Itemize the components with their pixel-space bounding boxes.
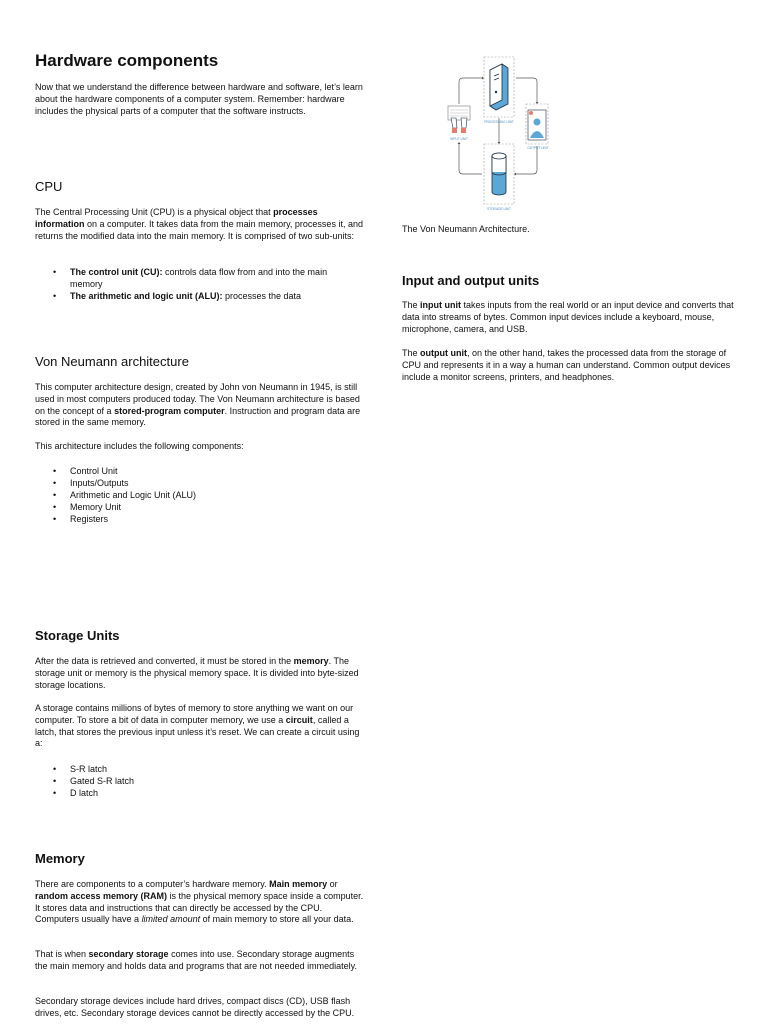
von-neumann-components-intro: This architecture includes the following components: bbox=[35, 441, 244, 451]
person-at-screen-icon bbox=[528, 110, 546, 140]
list-item-text: processes the data bbox=[222, 291, 302, 301]
arrow-processing-to-output bbox=[516, 78, 537, 102]
figure-caption: The Von Neumann Architecture. bbox=[402, 224, 530, 234]
cpu-paragraph bbox=[35, 207, 365, 242]
list-item: • Gated S-R latch bbox=[53, 775, 353, 787]
memory-text-e: That is when bbox=[35, 949, 89, 959]
io-text-d: , on the other hand, takes the processed data from the storage of CPU and represents it in a way a human can understand. Common output devices include a monitor screens, printers, and headphones. bbox=[402, 348, 731, 382]
memory-text-bold-c: secondary storage bbox=[88, 949, 169, 959]
list-item: • S-R latch bbox=[53, 763, 353, 775]
list-item: • Memory Unit bbox=[53, 501, 353, 513]
memory-text-d: of main memory to store all your data. bbox=[200, 914, 354, 925]
io-heading: Input and output units bbox=[402, 273, 540, 288]
memory-paragraph-3: Secondary storage devices include hard drives, compact discs (CD), USB flash drives, etc. Secondary storage devices cannot be directly accessed by the CPU. bbox=[35, 996, 355, 1018]
memory-heading: Memory bbox=[35, 851, 85, 866]
von-neumann-diagram-svg bbox=[442, 52, 554, 222]
memory-text-c: is the physical memory space inside a computer. It stores data and instructions that can directly be accessed by the CPU. Computers usually have a bbox=[35, 890, 364, 925]
list-item: • Inputs/Outputs bbox=[53, 477, 353, 489]
list-item: • Arithmetic and Logic Unit (ALU) bbox=[53, 489, 353, 501]
list-item-term: The arithmetic and logic unit (ALU): bbox=[70, 291, 223, 301]
vn-text-bold: stored-program computer bbox=[114, 405, 225, 416]
latch-list bbox=[53, 763, 353, 799]
storage-paragraph-1 bbox=[35, 656, 365, 691]
storage-cylinder-icon bbox=[492, 153, 506, 195]
list-item bbox=[53, 290, 353, 302]
io-text-a: The bbox=[402, 300, 421, 310]
storage-text-a: After the data is retrieved and converted, it must be stored in the bbox=[35, 656, 294, 666]
list-item-text: controls data flow from and into the main memory bbox=[70, 267, 328, 289]
storage-unit-label: STORAGE UNIT bbox=[487, 207, 511, 211]
arrow-storage-to-input bbox=[459, 144, 482, 174]
cpu-text-c: on a computer. It takes data from the main memory, processes it, and returns the modified data into the main memory. It is comprised of two sub-units: bbox=[35, 218, 363, 241]
memory-text-bold-a: Main memory bbox=[269, 879, 328, 889]
page-title: Hardware components bbox=[35, 51, 219, 70]
cpu-heading: CPU bbox=[35, 179, 63, 194]
storage-text-e: , called a latch, that stores the previous input unless it’s reset. We can create a circuit using a: bbox=[35, 714, 360, 749]
input-unit-paragraph bbox=[402, 300, 737, 335]
von-neumann-diagram bbox=[442, 52, 554, 222]
output-unit-label: OUTPUT UNIT bbox=[527, 146, 549, 150]
memory-text-a: There are components to a computer’s hardware memory. bbox=[35, 879, 270, 889]
storage-heading: Storage Units bbox=[35, 628, 120, 643]
von-neumann-paragraph bbox=[35, 382, 365, 429]
list-item: • Control Unit bbox=[53, 465, 353, 477]
arrow-output-to-storage bbox=[516, 146, 537, 174]
keyboard-hands-icon bbox=[448, 106, 470, 133]
memory-text-b: or bbox=[327, 879, 338, 889]
io-text-c: The bbox=[402, 348, 421, 358]
list-item: • D latch bbox=[53, 787, 353, 799]
intro-paragraph: Now that we understand the difference between hardware and software, let’s learn about the hardware components of a computer system. Remember: hardware includes the physical parts of a computer that the software instructs. bbox=[35, 82, 363, 116]
output-unit-paragraph bbox=[402, 348, 737, 383]
vn-text-a: This computer architecture design, created by John von Neumann in 1945, is still used in most computers produced today. The Von Neumann architecture is based on the concept of a bbox=[35, 382, 360, 416]
io-text-bold-b: output unit bbox=[420, 348, 467, 358]
memory-text-f: comes into use. Secondary storage augments the main memory and holds data and programs that are not needed immediately. bbox=[35, 949, 358, 971]
memory-paragraph-1 bbox=[35, 879, 365, 926]
io-text-b: takes inputs from the real world or an input device and converts that data into streams of bytes. Common input devices include a keyboard, mouse, microphone, camera, and USB. bbox=[402, 300, 734, 334]
computer-tower-icon bbox=[490, 64, 508, 110]
list-item bbox=[53, 266, 353, 290]
storage-text-d: A storage contains millions of bytes of memory to store anything we want on our computer. To store a bit of data in computer memory, we use a bbox=[35, 703, 354, 725]
von-neumann-components-list bbox=[53, 465, 353, 525]
list-item-term: The control unit (CU): bbox=[70, 267, 163, 277]
cpu-subunits-list bbox=[53, 266, 353, 302]
storage-text-bold: memory bbox=[293, 656, 329, 666]
memory-paragraph-2 bbox=[35, 949, 365, 973]
processing-unit-label: PROCESSING UNIT bbox=[484, 120, 514, 124]
storage-text-c: . The storage unit or memory is the physical memory space. It is divided into byte-sized storage locations. bbox=[35, 656, 359, 690]
cpu-text-a: The Central Processing Unit (CPU) is a physical object that bbox=[35, 207, 274, 217]
memory-text-italic: limited amount bbox=[141, 914, 201, 925]
storage-text-bold-2: circuit bbox=[285, 714, 313, 725]
storage-paragraph-2 bbox=[35, 703, 365, 750]
cpu-text-bold: processes information bbox=[35, 207, 318, 229]
io-text-bold-a: input unit bbox=[420, 300, 461, 310]
memory-text-bold-b: random access memory (RAM) bbox=[35, 890, 168, 901]
vn-text-c: . Instruction and program data are stored in the same memory. bbox=[35, 405, 361, 428]
arrow-input-to-processing bbox=[459, 78, 482, 104]
list-item: • Registers bbox=[53, 513, 353, 525]
von-neumann-heading: Von Neumann architecture bbox=[35, 354, 189, 369]
input-unit-label: INPUT UNIT bbox=[450, 137, 468, 141]
